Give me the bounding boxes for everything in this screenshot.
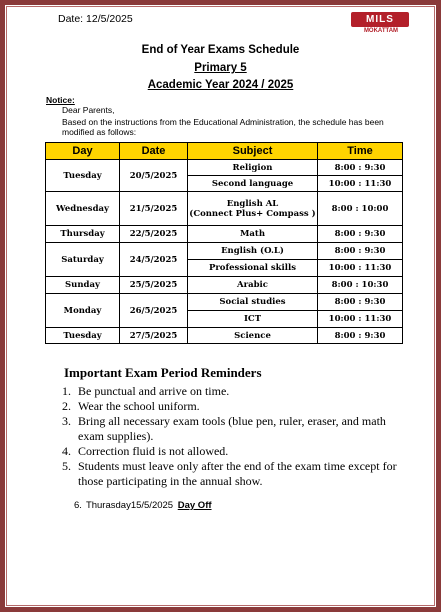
cell-subject: Math — [188, 226, 318, 243]
document-date: Date: 12/5/2025 — [58, 13, 133, 25]
table-row — [46, 294, 403, 311]
subject-line-1: English AL — [226, 198, 279, 209]
table-row — [46, 243, 403, 260]
cell-day: Thursday — [46, 226, 120, 243]
header-day: Day — [46, 143, 120, 160]
grade-title: Primary 5 — [194, 62, 247, 74]
list-item: 1. Be punctual and arrive on time. — [74, 384, 414, 399]
cell-date: 25/5/2025 — [120, 277, 188, 294]
table-row — [46, 226, 403, 243]
cell-subject: ICT — [188, 311, 318, 328]
list-item: 4. Correction fluid is not allowed. — [74, 444, 414, 459]
header-date: Date — [120, 143, 188, 160]
reminders-title: Important Exam Period Reminders — [64, 365, 262, 380]
list-item: 5. Students must leave only after the end of the exam time except for those participating in the annual show. — [74, 459, 414, 489]
cell-date: 26/5/2025 — [120, 294, 188, 328]
cell-time: 8:00 : 9:30 — [318, 294, 403, 311]
exam-schedule-table — [45, 142, 403, 344]
header-time: Time — [318, 143, 403, 160]
cell-date: 21/5/2025 — [120, 192, 188, 226]
day-off-line — [74, 500, 212, 511]
cell-subject: Second language — [188, 176, 318, 192]
header-subject: Subject — [188, 143, 318, 160]
cell-day: Monday — [46, 294, 120, 328]
cell-time: 10:00 : 11:30 — [318, 176, 403, 192]
notice-label: Notice: — [46, 95, 75, 105]
cell-date: 20/5/2025 — [120, 160, 188, 192]
cell-time: 8:00 : 10:30 — [318, 277, 403, 294]
table-header-row — [46, 143, 403, 160]
cell-subject — [188, 192, 318, 226]
intro-paragraph: Based on the instructions from the Educational Administration, the schedule has been modified as follows: — [62, 117, 384, 137]
day-off-date: Thurasday15/5/2025 — [85, 500, 174, 511]
cell-date: 27/5/2025 — [120, 328, 188, 344]
logo-badge: MILS — [351, 12, 409, 27]
cell-subject: Religion — [188, 160, 318, 176]
cell-date: 24/5/2025 — [120, 243, 188, 277]
cell-time: 8:00 : 9:30 — [318, 226, 403, 243]
logo-subtitle: MOKATTAM — [363, 28, 399, 34]
list-item: 2. Wear the school uniform. — [74, 399, 414, 414]
cell-subject: Arabic — [188, 277, 318, 294]
cell-time: 8:00 : 9:30 — [318, 328, 403, 344]
cell-subject: Social studies — [188, 294, 318, 311]
school-logo — [345, 10, 417, 44]
day-off-number: 6. — [74, 500, 82, 511]
cell-day: Tuesday — [46, 328, 120, 344]
table-row — [46, 160, 403, 176]
cell-day: Tuesday — [46, 160, 120, 192]
table-row — [46, 192, 403, 226]
academic-year: Academic Year 2024 / 2025 — [147, 79, 294, 91]
cell-day: Saturday — [46, 243, 120, 277]
cell-subject: Professional skills — [188, 260, 318, 277]
page-title: End of Year Exams Schedule — [141, 44, 300, 56]
list-item: 3. Bring all necessary exam tools (blue pen, ruler, eraser, and math exam supplies). — [74, 414, 414, 444]
day-off-label: Day Off — [177, 500, 212, 511]
greeting: Dear Parents, — [62, 105, 115, 115]
cell-time: 8:00 : 9:30 — [318, 243, 403, 260]
table-row — [46, 277, 403, 294]
cell-day: Wednesday — [46, 192, 120, 226]
cell-time: 10:00 : 11:30 — [318, 260, 403, 277]
cell-date: 22/5/2025 — [120, 226, 188, 243]
cell-subject: English (O.L) — [188, 243, 318, 260]
cell-time: 8:00 : 10:00 — [318, 192, 403, 226]
cell-time: 10:00 : 11:30 — [318, 311, 403, 328]
cell-subject: Science — [188, 328, 318, 344]
cell-day: Sunday — [46, 277, 120, 294]
table-row — [46, 328, 403, 344]
reminders-list — [58, 384, 414, 489]
subject-line-2: (Connect Plus+ Compass ) — [189, 208, 316, 219]
cell-time: 8:00 : 9:30 — [318, 160, 403, 176]
